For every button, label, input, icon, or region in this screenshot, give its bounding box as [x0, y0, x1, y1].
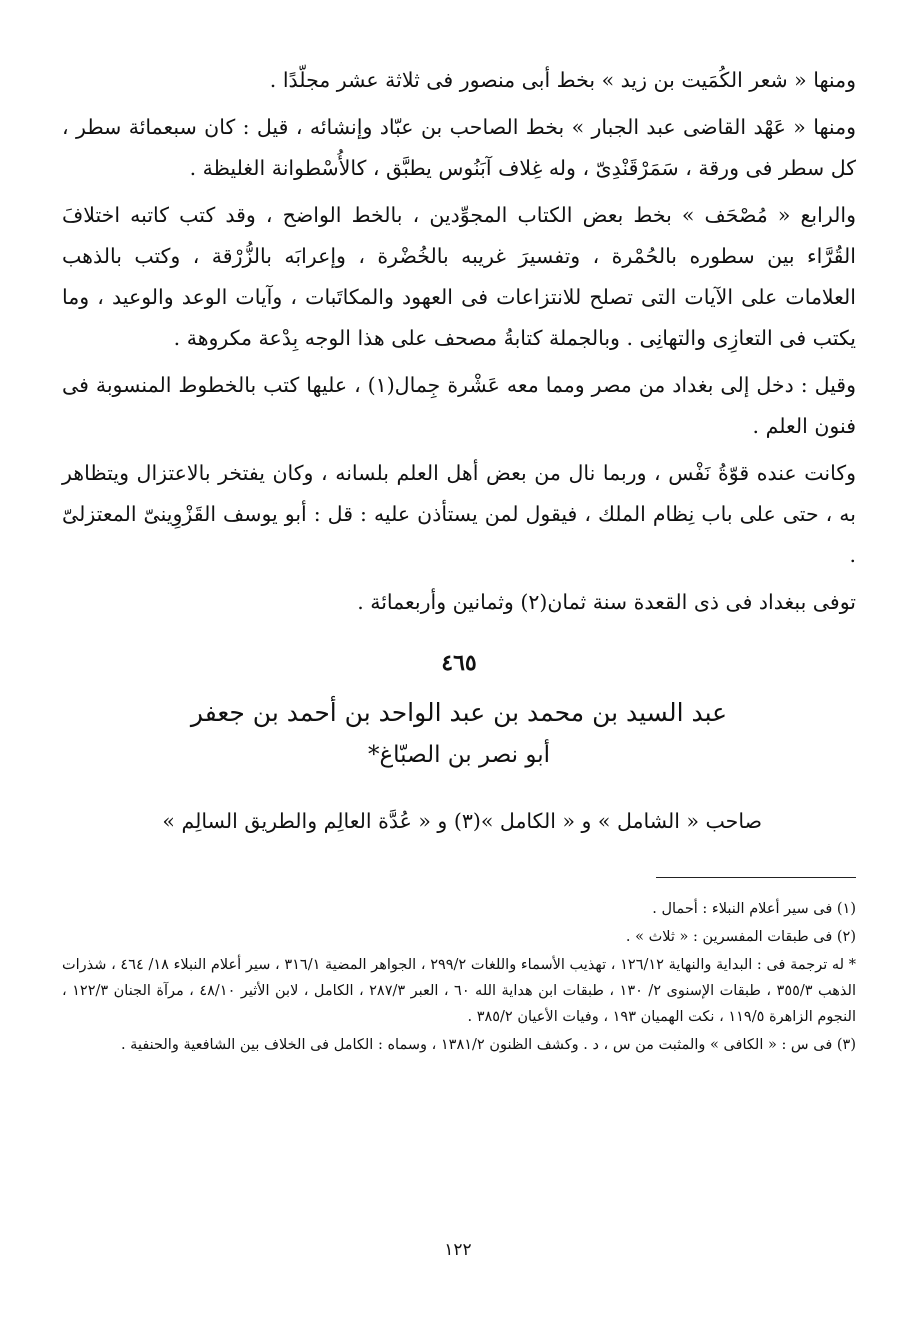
footnote: (٢) فى طبقات المفسرين : « ثلاث » . — [625, 929, 856, 945]
entry-subtitle: أبو نصر بن الصبّاغ* — [367, 742, 551, 768]
paragraph: ومنها « شعر الكُمَيت بن زيد » بخط أبى منصور فى ثلاثة عشر مجلّدًا . — [269, 68, 856, 92]
footnote-divider — [656, 877, 856, 878]
paragraph: وكانت عنده قوّةُ نَفْس ، وربما نال من بعض أهل العلم بلسانه ، وكان يفتخر بالاعتزال ويتظاهر به ، حتى على باب نِظام الملك ، فيقول لمن يستأذن عليه : قل : أبو يوسف القَزْوِينىّ المعتزلىّ . — [62, 461, 856, 567]
footnote: (٣) فى س : « الكافى » والمثبت من س ، د . وكشف الظنون ١٣٨١/٢ ، وسماه : الكامل فى الخلاف بين الشافعية والحنفية . — [120, 1037, 856, 1053]
body-text — [62, 60, 856, 623]
entry-works: صاحب « الشامل » و « الكامل »(٣) و « عُدَّة العالِم والطريق السالِم » — [162, 809, 762, 833]
paragraph: والرابع « مُصْحَف » بخط بعض الكتاب المجوِّدين ، بالخط الواضح ، وقد كتب كاتبه اختلافَ القُرَّاء بين سطوره بالحُمْرة ، وتفسيرَ غريبه بالخُضْرة ، وإعرابَه بالزُّرْقة ، وكتب بالذهب العلامات على الآيات التى تصلح للانتزاعات فى العهود والمكاتَبات ، وآيات الوعد والوعيد ، وما يكتب فى التعازِى والتهانِى . وبالجملة كتابةُ مصحف على هذا الوجه بِدْعة مكروهة . — [62, 203, 856, 350]
paragraph: توفى ببغداد فى ذى القعدة سنة ثمان(٢) وثمانين وأربعمائة . — [357, 590, 856, 614]
page — [62, 60, 856, 1058]
footnote: (١) فى سير أعلام النبلاء : أحمال . — [652, 901, 856, 917]
paragraph: ومنها « عَهْد القاضى عبد الجبار » بخط الصاحب بن عبّاد وإنشائه ، قيل : كان سبعمائة سطر ، كل سطر فى ورقة ، سَمَرْقَنْدِىّ ، وله غِلاف آبَنُوس يطبَّق ، كالأُسْطوانة الغليظة . — [62, 115, 856, 180]
paragraph: وقيل : دخل إلى بغداد من مصر ومما معه عَشْرة جِمال(١) ، عليها كتب بالخطوط المنسوبة فى فنون العلم . — [62, 373, 856, 438]
entry-number: ٤٦٥ — [441, 650, 477, 676]
page-number: ١٢٢ — [444, 1240, 472, 1260]
footnote: * له ترجمة فى : البداية والنهاية ١٢٦/١٢ ، تهذيب الأسماء واللغات ٢٩٩/٢ ، الجواهر المضية ٣١٦/١ ، سير أعلام النبلاء ١٨/ ٤٦٤ ، شذرات الذهب ٣٥٥/٣ ، طبقات الإسنوى ٢/ ١٣٠ ، طبقات ابن هداية الله ٦٠ ، العبر ٢٨٧/٣ ، الكامل ، لابن الأثير ٤٨/١٠ ، مرآة الجنان ١٢٢/٣ ، النجوم الزاهرة ١١٩/٥ ، نكت الهميان ١٩٣ ، وفيات الأعيان ٣٨٥/٢ . — [62, 957, 856, 1025]
entry-title: عبد السيد بن محمد بن عبد الواحد بن أحمد بن جعفر — [190, 698, 728, 727]
footnotes — [62, 896, 856, 1058]
